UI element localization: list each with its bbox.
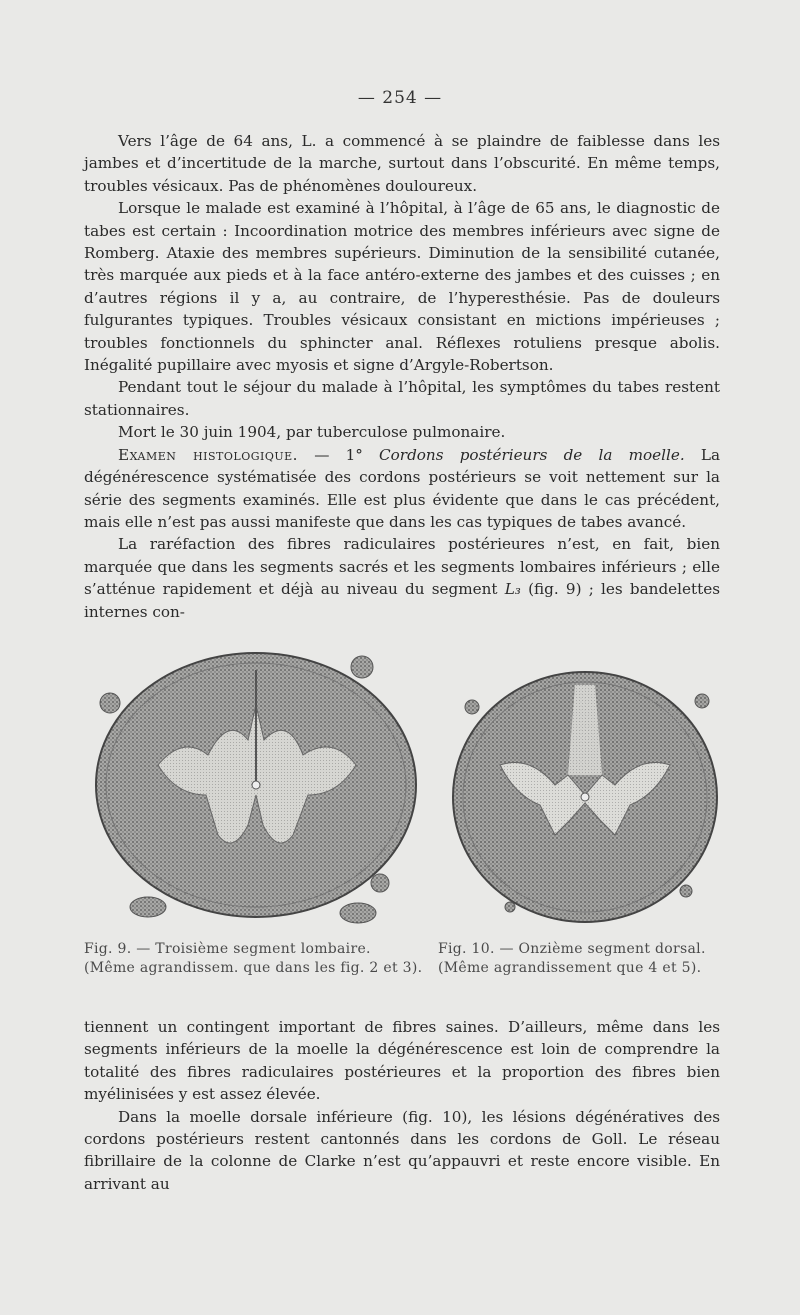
figure-10-spinal-cord-section xyxy=(440,645,730,935)
subsection-heading: Cordons postérieurs de la moelle. xyxy=(379,445,685,464)
caption-line: (Même agrandissement que 4 et 5). xyxy=(438,960,702,976)
figure-9-spinal-cord-section xyxy=(88,645,428,935)
paragraph: Pendant tout le séjour du malade à l’hôpital, les symptômes du tabes restent stationnaires. xyxy=(84,378,720,419)
paragraph: Dans la moelle dorsale inférieure (fig. 10), les lésions dégénératives des cordons postérieurs restent cantonnés dans les cordons de Goll. Le réseau fibrillaire de la colonne de Clarke n’est qu’appauvri et reste encore visible. En arrivant au xyxy=(84,1107,720,1193)
paragraph: Mort le 30 juin 1904, par tuberculose pulmonaire. xyxy=(118,423,506,442)
page-number: — 254 — xyxy=(357,88,443,108)
paragraph-continued: tiennent un contingent important de fibres saines. D’ailleurs, même dans les segments inférieurs de la moelle la dégénérescence est loin de comprendre la totalité des fibres radiculaires postérieures et la proportion des fibres bien myélinisées y est assez élevée. xyxy=(84,1018,720,1104)
figure-9-caption xyxy=(84,940,422,978)
caption-line: (Même agrandissem. que dans les fig. 2 et 3). xyxy=(84,960,423,976)
section-heading: Examen histologique. xyxy=(118,445,299,464)
paragraph: Lorsque le malade est examiné à l’hôpital, à l’âge de 65 ans, le diagnostic de tabes est certain : Incoordination motrice des membres inférieurs avec signe de Romberg. Ataxie des membres supérieurs. Diminution de la sensibilité cutanée, très marquée aux pieds et à la face antéro-externe des jambes et des cuisses ; en d’autres régions il y a, au contraire, de l’hyperesthésie. Pas de douleurs fulgurantes typiques. Troubles vésicaux consistant en mictions impérieuses ; troubles fonctionnels du sphincter anal. Réflexes rotuliens presque abolis. Inégalité pupillaire avec myosis et signe d’Argyle-Robertson. xyxy=(84,199,720,375)
figure-10-caption xyxy=(438,940,706,978)
body-text-bottom xyxy=(84,1016,720,1195)
caption-line: Fig. 9. — Troisième segment lombaire. xyxy=(84,941,371,957)
caption-line: Fig. 10. — Onzième segment dorsal. xyxy=(438,941,706,957)
rarefaction-text-b: (fig. 9) ; les bandelettes internes con- xyxy=(84,580,720,621)
segment-label: L₃ xyxy=(504,580,521,599)
rarefaction-text-a: La raréfaction des fibres radiculaires postérieures n’est, en fait, bien marquée que dans les segments sacrés et les segments lombaires inférieurs ; elle s’atténue rapidement et déjà au niveau du segment xyxy=(84,535,720,599)
paragraph: Vers l’âge de 64 ans, L. a commencé à se plaindre de faiblesse dans les jambes et d’incertitude de la marche, surtout dans l’obscurité. En même temps, troubles vésicaux. Pas de phénomènes douloureux. xyxy=(84,132,720,195)
exam-text: La dégénérescence systématisée des cordons postérieurs se voit nettement sur la série des segments examinés. Elle est plus évidente que dans le cas précédent, mais elle n’est pas aussi manifeste que dans les cas typiques de tabes avancé. xyxy=(84,445,721,531)
heading-dash: — 1° xyxy=(298,445,380,464)
paragraph-rarefaction xyxy=(84,533,720,623)
paragraph-exam xyxy=(84,444,720,534)
body-text-top xyxy=(84,130,720,623)
